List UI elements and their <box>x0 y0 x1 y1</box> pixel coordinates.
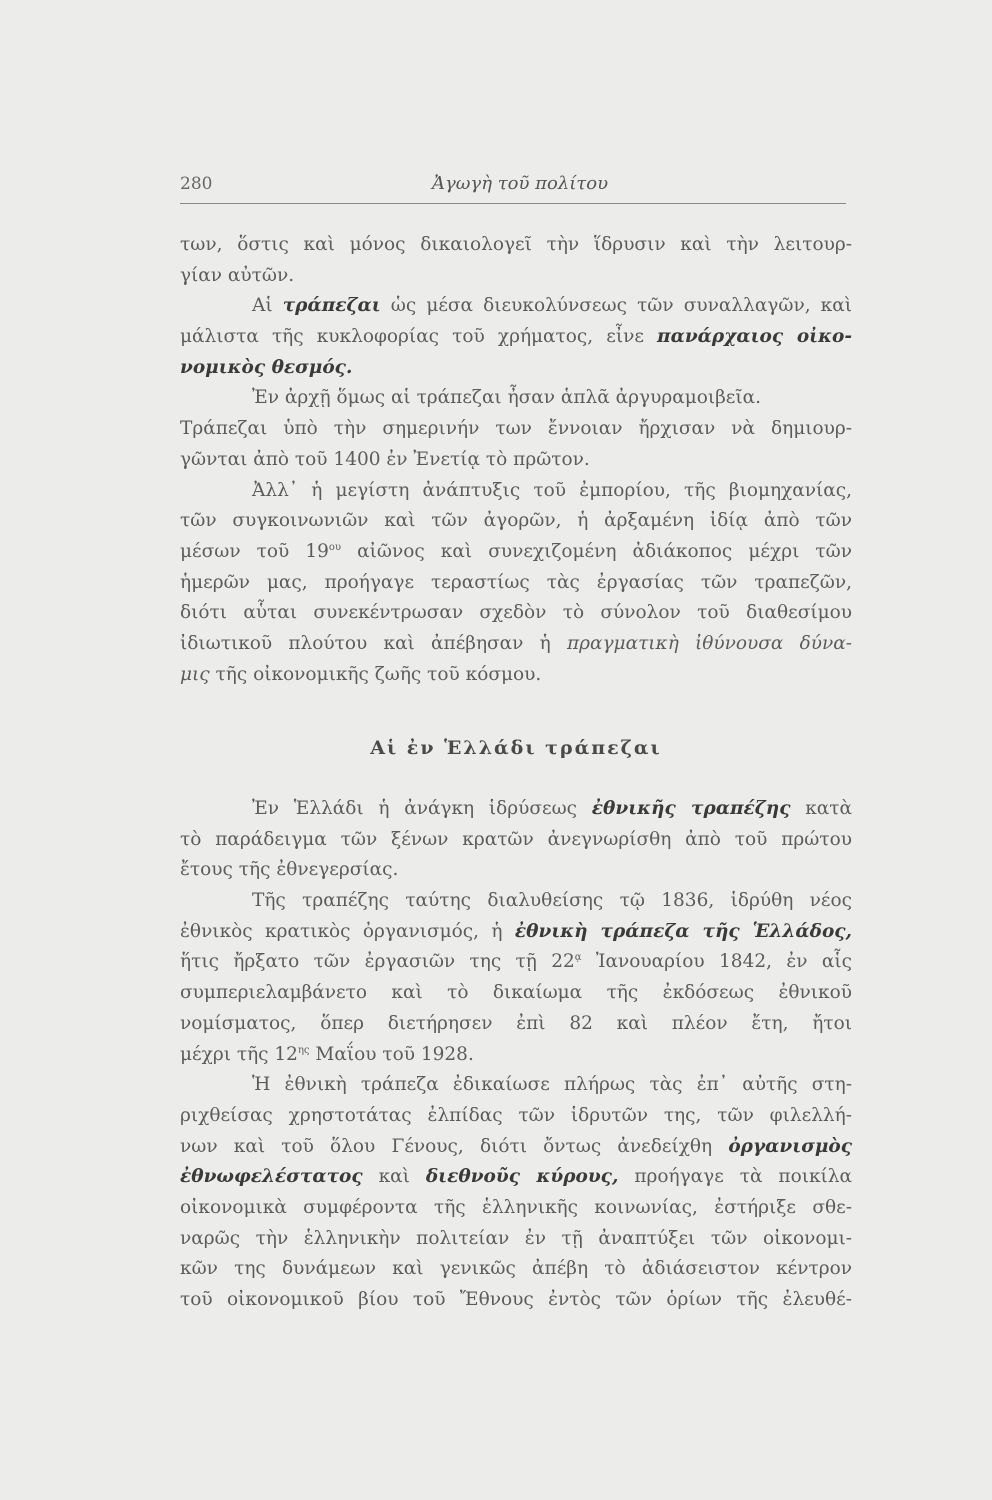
text-line: Ἀλλ᾽ ἡ μεγίστη ἀνάπτυξις τοῦ ἐμπορίου, τῆς βιομηχανίας, <box>252 479 852 501</box>
page-number: 280 <box>180 174 213 194</box>
text-line: Αἱ τράπεζαι ὡς μέσα διευκολύνσεως τῶν συναλλαγῶν, καὶ <box>252 295 852 317</box>
emphasis: ἐθνικὴ τράπεζα τῆς Ἑλλάδος, <box>514 920 852 942</box>
text-line: μέσων τοῦ $19^{o\upsilon}$ αἰῶνος καὶ συνεχιζομένη ἀδιάκοπος μέχρι τῶν <box>180 540 852 562</box>
text-line: Ἐν Ἑλλάδι ἡ ἀνάγκη ἱδρύσεως ἐθνικῆς τραπέζης κατὰ <box>252 798 852 819</box>
text-line: Ἐν ἀρχῇ ὅμως αἱ τράπεζαι ἦσαν ἁπλᾶ ἀργυραμοιβεῖα. <box>252 387 762 409</box>
section-heading: Αἱ ἐν Ἑλλάδι τράπεζαι <box>370 737 662 759</box>
text-line: ριχθείσας χρηστοτάτας ἐλπίδας τῶν ἱδρυτῶν της, τῶν φιλελλή- <box>180 1104 852 1126</box>
text-line: γίαν αὐτῶν. <box>180 264 295 286</box>
text-line: Τῆς τραπέζης ταύτης διαλυθείσης τῷ 1836, ἱδρύθη νέος <box>252 890 852 912</box>
text-line: των, ὅστις καὶ μόνος δικαιολογεῖ τὴν ἵδρυσιν καὶ τὴν λειτουρ- <box>180 234 852 255</box>
text-line: ἡμερῶν μας, προήγαγε τεραστίως τὰς ἐργασίας τῶν τραπεζῶν, <box>180 571 852 593</box>
text-line: συμπεριελαμβάνετο καὶ τὸ δικαίωμα τῆς ἐκδόσεως ἐθνικοῦ <box>180 982 852 1004</box>
emphasis: ἐθνικῆς τραπέζης <box>591 798 791 819</box>
text-line: τοῦ οἰκονομικοῦ βίου τοῦ Ἔθνους ἐντὸς τῶν ὁρίων τῆς ἐλευθέ- <box>180 1289 852 1310</box>
text-line: κῶν της δυνάμεων καὶ γενικῶς ἀπέβη τὸ ἀδιάσειστον κέντρον <box>180 1258 852 1280</box>
emphasis: νομικὸς θεσμός. <box>180 356 353 378</box>
text-line: νομίσματος, ὅπερ διετήρησεν ἐπὶ 82 καὶ πλέον ἔτη, ἤτοι <box>180 1012 852 1034</box>
text-line: γῶνται ἀπὸ τοῦ 1400 ἐν Ἐνετίᾳ τὸ πρῶτον. <box>180 448 590 470</box>
text-line: ἐθνικὸς κρατικὸς ὀργανισμός, ἡ ἐθνικὴ τράπεζα τῆς Ἑλλάδος, <box>180 920 852 942</box>
text-line: τῶν συγκοινωνιῶν καὶ τῶν ἀγορῶν, ἡ ἀρξαμένη ἰδίᾳ ἀπὸ τῶν <box>180 510 852 532</box>
text-line: ἔτους τῆς ἐθνεγερσίας. <box>180 859 399 881</box>
text-line: νων καὶ τοῦ ὅλου Γένους, διότι ὄντως ἀνεδείχθη ὀργανισμὸς <box>180 1135 852 1157</box>
text-line <box>180 353 852 384</box>
text-line: μις τῆς οἰκονομικῆς ζωῆς τοῦ κόσμου. <box>180 663 542 685</box>
text-line: ἐθνωφελέστατος καὶ διεθνοῦς κύρους, προήγαγε τὰ ποικίλα <box>180 1166 853 1188</box>
emphasis: τράπεζαι <box>282 295 381 317</box>
text-line: ναρῶς τὴν ἑλληνικὴν πολιτείαν ἐν τῇ ἀναπτύξει τῶν οἰκονομι- <box>180 1227 852 1249</box>
text-line: ἰδιωτικοῦ πλούτου καὶ ἀπέβησαν ἡ πραγματικὴ ἰθύνουσα δύνα- <box>180 632 852 654</box>
text-line: ἥτις ἤρξατο τῶν ἐργασιῶν της τῇ $22^ᾳ$ Ἰανουαρίου 1842, ἐν αἷς <box>180 951 852 973</box>
text-line: διότι αὗται συνεκέντρωσαν σχεδὸν τὸ σύνολον τοῦ διαθεσίμου <box>180 602 852 624</box>
text-line: Ἡ ἐθνικὴ τράπεζα ἐδικαίωσε πλήρως τὰς ἐπ᾽ αὐτῆς στη- <box>252 1074 852 1096</box>
emphasis: πανάρχαιος οἰκο- <box>657 326 852 348</box>
page-header <box>180 174 846 198</box>
header-rule <box>180 203 846 204</box>
italic-emphasis: πραγματικὴ ἰθύνουσα δύνα- <box>566 632 852 654</box>
paragraph-block-2 <box>180 794 852 1316</box>
text-line: μέχρι τῆς $12^{\eta\varsigma}$ Μαΐου τοῦ 1928. <box>180 1043 474 1065</box>
running-title: Ἀγωγὴ τοῦ πολίτου <box>432 173 609 194</box>
text-line: τὸ παράδειγμα τῶν ξένων κρατῶν ἀνεγνωρίσθη ἀπὸ τοῦ πρώτου <box>180 828 852 850</box>
text-line: Τράπεζαι ὑπὸ τὴν σημερινήν των ἔννοιαν ἤρχισαν νὰ δημιουρ- <box>180 418 852 440</box>
emphasis: ὀργανισμὸς <box>728 1135 852 1157</box>
emphasis: ἐθνωφελέστατος <box>180 1166 363 1188</box>
emphasis: διεθνοῦς κύρους, <box>425 1166 619 1188</box>
text-line: οἰκονομικὰ συμφέροντα τῆς ἑλληνικῆς κοινωνίας, ἐστήριξε σθε- <box>180 1196 852 1218</box>
text-line: μάλιστα τῆς κυκλοφορίας τοῦ χρήματος, εἶνε πανάρχαιος οἰκο- <box>180 326 852 348</box>
paragraph-block-1 <box>180 230 852 690</box>
